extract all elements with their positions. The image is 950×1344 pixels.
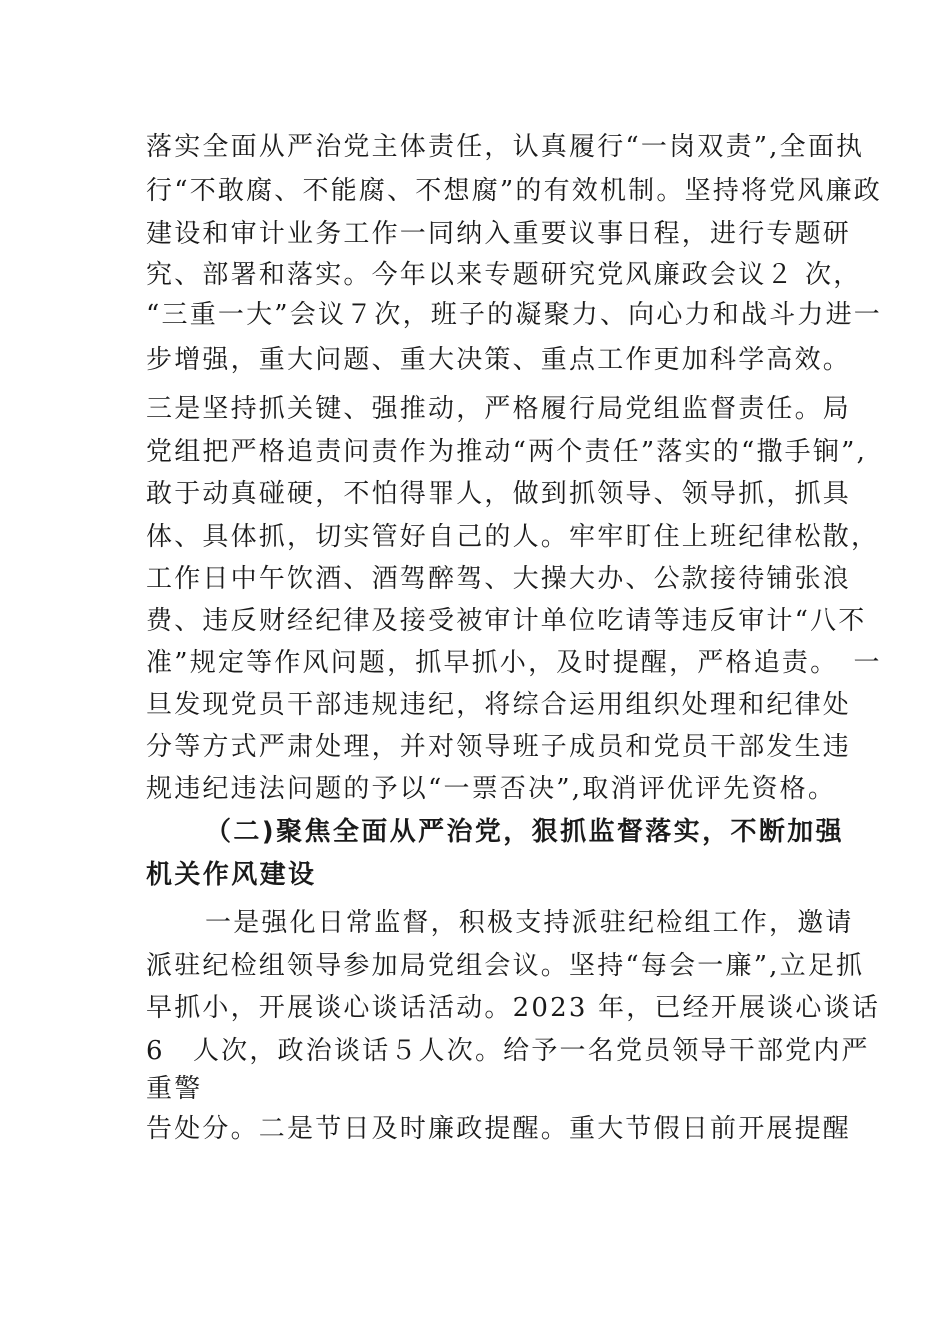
paragraph-line: 早抓小，开展谈心谈话活动。2023 年，已经开展谈心谈话 <box>146 993 881 1023</box>
paragraph-line: 行“不敢腐、不能腐、不想腐”的有效机制。坚持将党风廉政 <box>146 176 882 206</box>
paragraph-line: 准”规定等作风问题，抓早抓小，及时提醒，严格追责。 一 <box>146 648 882 678</box>
paragraph-line: 究、部署和落实。今年以来专题研究党风廉政会议２ 次， <box>146 260 862 290</box>
section-heading: （二)聚焦全面从严治党，狠抓监督落实，不断加强 <box>205 817 845 847</box>
paragraph-line: 体、具体抓，切实管好自己的人。牢牢盯住上班纪律松散， <box>146 522 880 552</box>
paragraph-line: 旦发现党员干部违规违纪，将综合运用组织处理和纪律处 <box>146 690 852 720</box>
paragraph-line: 规违纪违法问题的予以“一票否决”,取消评优评先资格。 <box>146 774 837 804</box>
paragraph-line: 敢于动真碰硬，不怕得罪人，做到抓领导、领导抓，抓具 <box>146 479 852 509</box>
paragraph-line: 分等方式严肃处理，并对领导班子成员和党员干部发生违 <box>146 732 852 762</box>
paragraph-line: 一是强化日常监督，积极支持派驻纪检组工作，邀请 <box>205 908 854 938</box>
paragraph-line: 党组把严格追责问责作为推动“两个责任”落实的“撒手锏”, <box>146 437 868 467</box>
paragraph-line: 落实全面从严治党主体责任，认真履行“一岗双责”,全面执 <box>146 132 865 162</box>
paragraph-line: “三重一大”会议７次，班子的凝聚力、向心力和战斗力进一 <box>146 300 882 330</box>
paragraph-line: 建设和审计业务工作一同纳入重要议事日程，进行专题研 <box>146 219 852 249</box>
paragraph-line: 派驻纪检组领导参加局党组会议。坚持“每会一廉”,立足抓 <box>146 951 865 981</box>
paragraph-line: 步增强，重大问题、重大决策、重点工作更加科学高效。 <box>146 345 852 375</box>
paragraph-line: 重警 <box>146 1074 203 1104</box>
paragraph-line: 工作日中午饮酒、酒驾醉驾、大操大办、公款接待铺张浪 <box>146 564 852 594</box>
paragraph-line: 费、违反财经纪律及接受被审计单位吃请等违反审计“八不 <box>146 606 867 636</box>
paragraph-line: 告处分。二是节日及时廉政提醒。重大节假日前开展提醒 <box>146 1114 852 1144</box>
paragraph-line: 三是坚持抓关键、强推动，严格履行局党组监督责任。局 <box>146 394 852 424</box>
paragraph-line: 6 人次，政治谈话５人次。给予一名党员领导干部党内严 <box>146 1036 870 1066</box>
section-heading-continuation: 机关作风建设 <box>146 860 317 890</box>
